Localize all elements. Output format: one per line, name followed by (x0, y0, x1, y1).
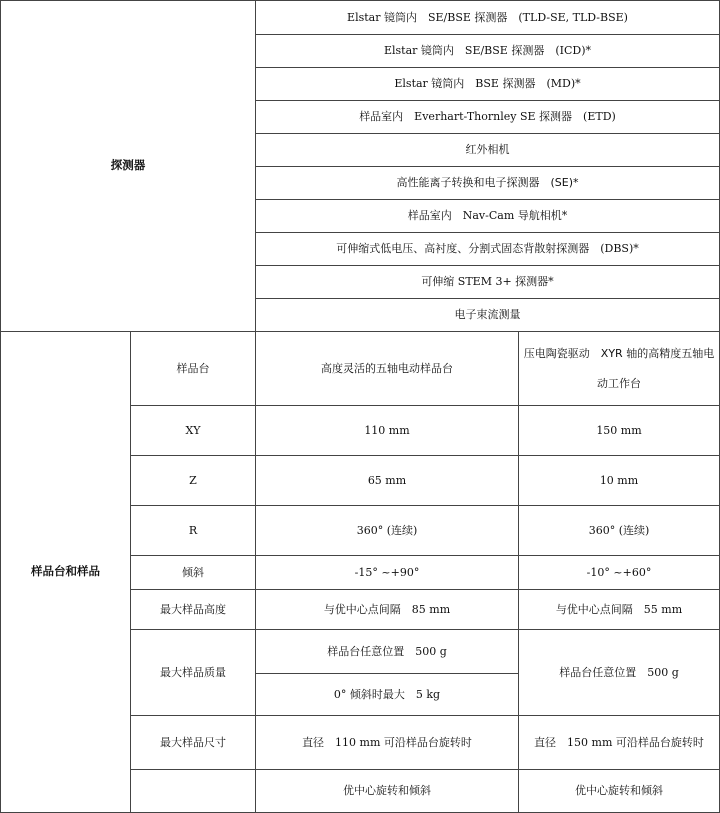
max-height-value-a: 与优中心点间隔 85 mm (256, 590, 519, 630)
max-size-value-a1: 直径 110 mm 可沿样品台旋转时 (256, 716, 519, 770)
stage-label: 样品台 (131, 332, 256, 406)
detector-item: 高性能离子转换和电子探测器 (SE)* (256, 167, 720, 200)
xy-value-b: 150 mm (519, 406, 720, 456)
z-value-b: 10 mm (519, 456, 720, 506)
max-size-label: 最大样品尺寸 (131, 716, 256, 770)
z-label: Z (131, 456, 256, 506)
stage-value-a: 高度灵活的五轴电动样品台 (256, 332, 519, 406)
tilt-value-b: -10° ~+60° (519, 556, 720, 590)
detector-item: Elstar 镜筒内 SE/BSE 探测器 (TLD-SE, TLD-BSE) (256, 1, 720, 35)
xy-label: XY (131, 406, 256, 456)
detector-item: 电子束流测量 (256, 299, 720, 332)
detector-item: Elstar 镜筒内 SE/BSE 探测器 (ICD)* (256, 35, 720, 68)
stage-value-b: 压电陶瓷驱动 XYR 轴的高精度五轴电动工作台 (519, 332, 720, 406)
detector-item: 红外相机 (256, 134, 720, 167)
detector-item: 样品室内 Nav-Cam 导航相机* (256, 200, 720, 233)
max-mass-label: 最大样品质量 (131, 630, 256, 716)
max-mass-value-a2: 0° 倾斜时最大 5 kg (256, 674, 519, 716)
stage-category: 样品台和样品 (1, 332, 131, 813)
max-size-label-empty (131, 770, 256, 813)
r-value-b: 360° (连续) (519, 506, 720, 556)
r-value-a: 360° (连续) (256, 506, 519, 556)
max-mass-value-b: 样品台任意位置 500 g (519, 630, 720, 716)
z-value-a: 65 mm (256, 456, 519, 506)
max-height-label: 最大样品高度 (131, 590, 256, 630)
detector-item: 样品室内 Everhart-Thornley SE 探测器 (ETD) (256, 101, 720, 134)
detectors-category: 探测器 (1, 1, 256, 332)
detector-item: 可伸缩式低电压、高衬度、分割式固态背散射探测器 (DBS)* (256, 233, 720, 266)
max-mass-value-a1: 样品台任意位置 500 g (256, 630, 519, 674)
r-label: R (131, 506, 256, 556)
max-size-value-b1: 直径 150 mm 可沿样品台旋转时 (519, 716, 720, 770)
max-size-value-a2: 优中心旋转和倾斜 (256, 770, 519, 813)
tilt-value-a: -15° ~+90° (256, 556, 519, 590)
xy-value-a: 110 mm (256, 406, 519, 456)
tilt-label: 倾斜 (131, 556, 256, 590)
max-height-value-b: 与优中心点间隔 55 mm (519, 590, 720, 630)
detector-item: Elstar 镜筒内 BSE 探测器 (MD)* (256, 68, 720, 101)
max-size-value-b2: 优中心旋转和倾斜 (519, 770, 720, 813)
detector-item: 可伸缩 STEM 3+ 探测器* (256, 266, 720, 299)
